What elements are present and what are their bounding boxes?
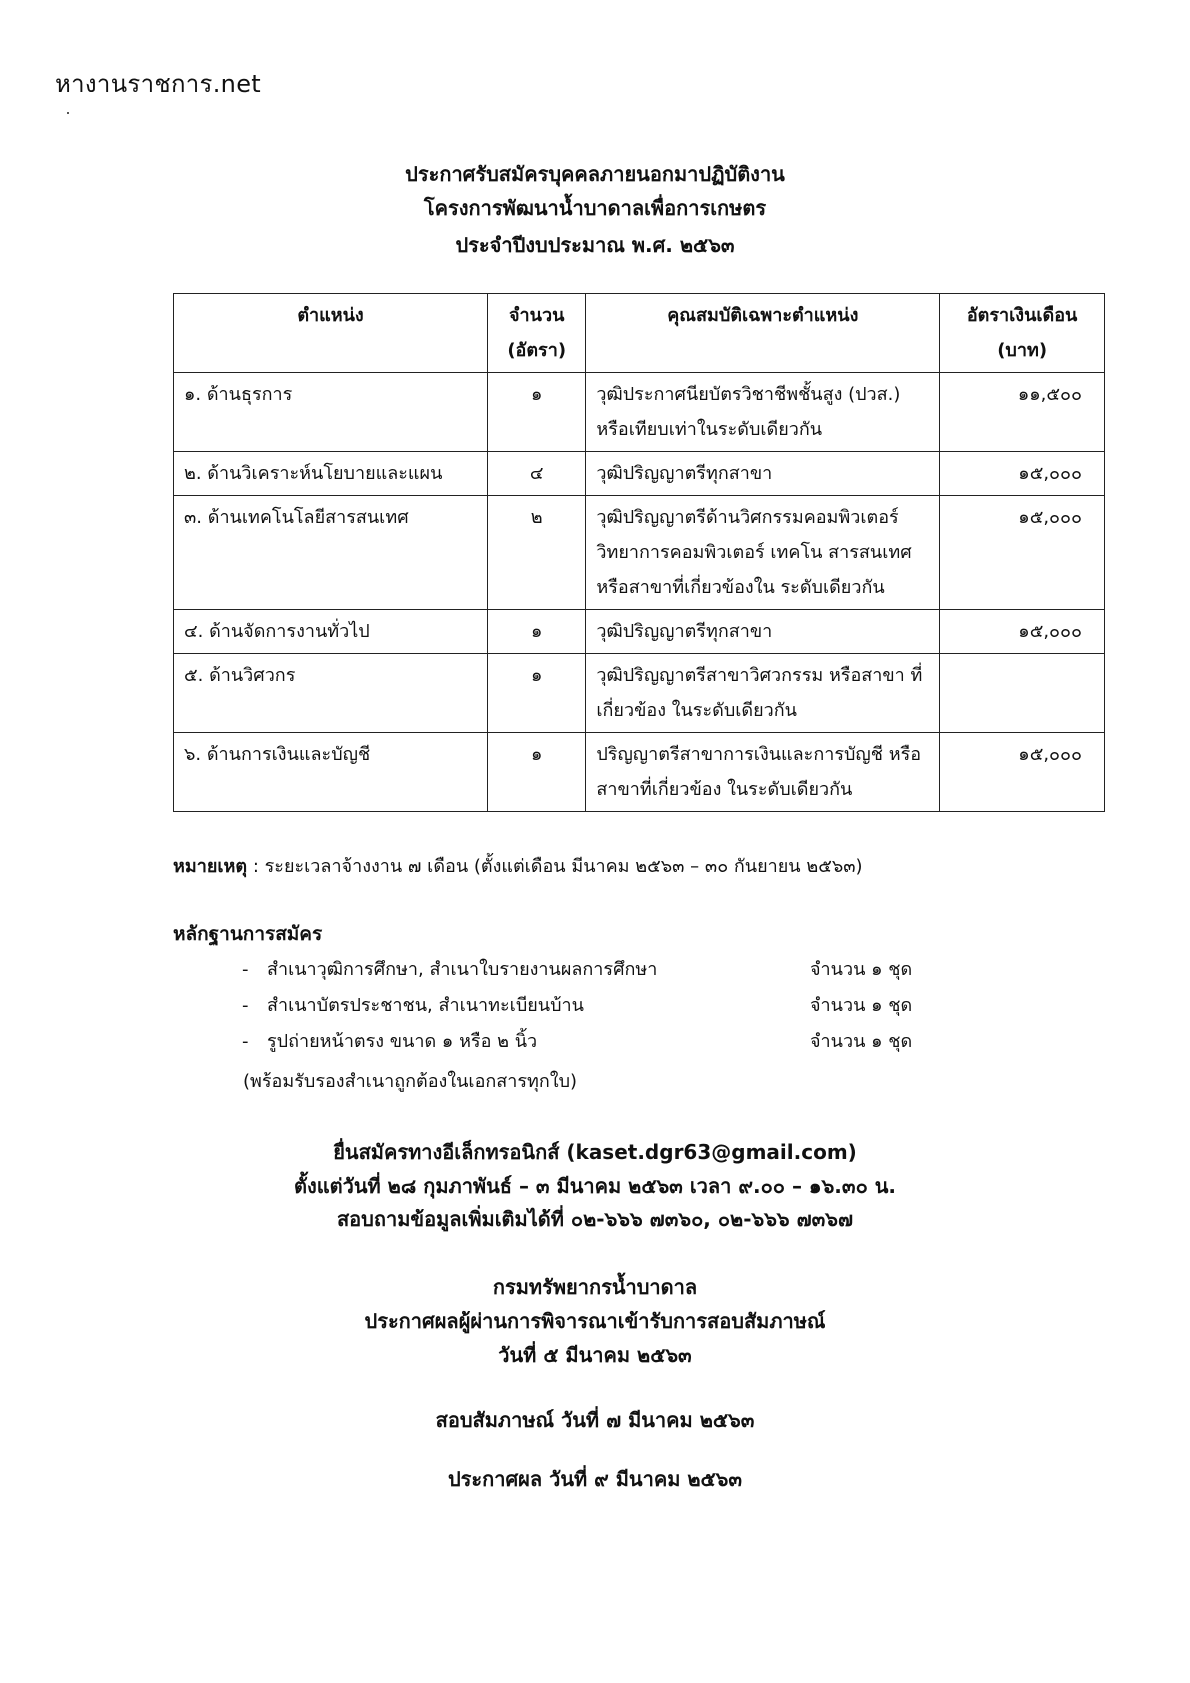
- evidence-item-count: จำนวน ๑ ชุด: [810, 1031, 913, 1052]
- row-position: ๔. ด้านจัดการงานทั่วไป: [174, 610, 488, 654]
- list-item: [240, 988, 940, 1024]
- row-position: ๑. ด้านธุรการ: [174, 373, 488, 452]
- row-position: ๓. ด้านเทคโนโลยีสารสนเทศ: [174, 496, 488, 610]
- row-position: ๕. ด้านวิศวกร: [174, 654, 488, 733]
- row-qualification: วุฒิประกาศนียบัตรวิชาชีพชั้นสูง (ปวส.) หรือเทียบเท่าในระดับเดียวกัน: [586, 373, 940, 452]
- scan-speck: [67, 112, 69, 114]
- table-row: [174, 654, 1105, 733]
- row-count: ๑: [488, 733, 586, 812]
- row-count: ๑: [488, 373, 586, 452]
- list-dash: -: [242, 995, 249, 1016]
- list-dash: -: [242, 1031, 249, 1052]
- row-position: ๒. ด้านวิเคราะห์นโยบายและแผน: [174, 452, 488, 496]
- table-row: [174, 610, 1105, 654]
- announcement-title: ประกาศผลผู้ผ่านการพิจารณาเข้ารับการสอบสัมภาษณ์: [364, 1309, 826, 1333]
- header-salary-line-1: อัตราเงินเดือน: [966, 305, 1078, 326]
- title-line-3: ประจำปีงบประมาณ พ.ศ. ๒๕๖๓: [455, 233, 735, 257]
- row-position: ๖. ด้านการเงินและบัญชี: [174, 733, 488, 812]
- evidence-item-text: รูปถ่ายหน้าตรง ขนาด ๑ หรือ ๒ นิ้ว: [267, 1031, 538, 1052]
- row-salary: ๑๕,๐๐๐: [940, 452, 1105, 496]
- submission-line-2: ตั้งแต่วันที่ ๒๘ กุมภาพันธ์ – ๓ มีนาคม ๒๕๖๓ เวลา ๙.๐๐ – ๑๖.๓๐ น.: [293, 1174, 897, 1198]
- header-count: [488, 294, 586, 373]
- submission-line-3: สอบถามข้อมูลเพิ่มเติมได้ที่ ๐๒-๖๖๖ ๗๓๖๐, ๐๒-๖๖๖ ๗๓๖๗: [336, 1207, 854, 1231]
- header-count-line-1: จำนวน: [509, 305, 565, 326]
- submission-line-1: ยื่นสมัครทางอีเล็กทรอนิกส์ (kaset.dgr63@gmail.com): [333, 1140, 857, 1164]
- table-row: [174, 452, 1105, 496]
- row-salary: [940, 654, 1105, 733]
- row-qualification: ปริญญาตรีสาขาการเงินและการบัญชี หรือสาขาที่เกี่ยวข้อง ในระดับเดียวกัน: [586, 733, 940, 812]
- positions-table: [173, 293, 1105, 812]
- department-name: กรมทรัพยากรน้ำบาดาล: [492, 1275, 698, 1299]
- evidence-title: หลักฐานการสมัคร: [173, 923, 323, 945]
- title-line-1: ประกาศรับสมัครบุคคลภายนอกมาปฏิบัติงาน: [405, 162, 785, 186]
- site-watermark: หางานราชการ.net: [55, 70, 261, 98]
- table-row: [174, 733, 1105, 812]
- header-position: ตำแหน่ง: [174, 294, 488, 373]
- row-qualification: วุฒิปริญญาตรีทุกสาขา: [586, 452, 940, 496]
- title-line-2: โครงการพัฒนาน้ำบาดาลเพื่อการเกษตร: [423, 196, 767, 220]
- row-count: ๒: [488, 496, 586, 610]
- remark-text: : ระยะเวลาจ้างงาน ๗ เดือน (ตั้งแต่เดือน มีนาคม ๒๕๖๓ – ๓๐ กันยายน ๒๕๖๓): [247, 856, 863, 877]
- header-salary: [940, 294, 1105, 373]
- evidence-list: [240, 952, 940, 1060]
- row-count: ๔: [488, 452, 586, 496]
- row-count: ๑: [488, 654, 586, 733]
- row-qualification: วุฒิปริญญาตรีสาขาวิศวกรรม หรือสาขา ที่เกี่ยวข้อง ในระดับเดียวกัน: [586, 654, 940, 733]
- evidence-item-count: จำนวน ๑ ชุด: [810, 959, 913, 980]
- header-qualification: คุณสมบัติเฉพาะตำแหน่ง: [586, 294, 940, 373]
- table-row: [174, 496, 1105, 610]
- evidence-item-count: จำนวน ๑ ชุด: [810, 995, 913, 1016]
- row-salary: ๑๕,๐๐๐: [940, 610, 1105, 654]
- evidence-note: (พร้อมรับรองสำเนาถูกต้องในเอกสารทุกใบ): [243, 1071, 578, 1092]
- list-dash: -: [242, 959, 249, 980]
- row-salary: ๑๕,๐๐๐: [940, 733, 1105, 812]
- row-count: ๑: [488, 610, 586, 654]
- interview-date: สอบสัมภาษณ์ วันที่ ๗ มีนาคม ๒๕๖๓: [435, 1408, 755, 1432]
- header-count-line-2: (อัตรา): [507, 340, 567, 361]
- result-date: ประกาศผล วันที่ ๙ มีนาคม ๒๕๖๓: [447, 1467, 743, 1491]
- remark-label: หมายเหตุ: [173, 856, 248, 877]
- table-header-row: [174, 294, 1105, 373]
- row-qualification: วุฒิปริญญาตรีทุกสาขา: [586, 610, 940, 654]
- row-salary: ๑๕,๐๐๐: [940, 496, 1105, 610]
- evidence-item-text: สำเนาวุฒิการศึกษา, สำเนาใบรายงานผลการศึกษา: [267, 959, 658, 980]
- list-item: [240, 952, 940, 988]
- announcement-date: วันที่ ๕ มีนาคม ๒๕๖๓: [498, 1343, 692, 1367]
- table-row: [174, 373, 1105, 452]
- header-salary-line-2: (บาท): [997, 340, 1048, 361]
- row-qualification: วุฒิปริญญาตรีด้านวิศกรรมคอมพิวเตอร์ วิทยาการคอมพิวเตอร์ เทคโน สารสนเทศ หรือสาขาที่เกี่ยวข้องใน ระดับเดียวกัน: [586, 496, 940, 610]
- list-item: [240, 1024, 940, 1060]
- evidence-item-text: สำเนาบัตรประชาชน, สำเนาทะเบียนบ้าน: [267, 995, 584, 1016]
- remark: [173, 851, 863, 880]
- row-salary: ๑๑,๕๐๐: [940, 373, 1105, 452]
